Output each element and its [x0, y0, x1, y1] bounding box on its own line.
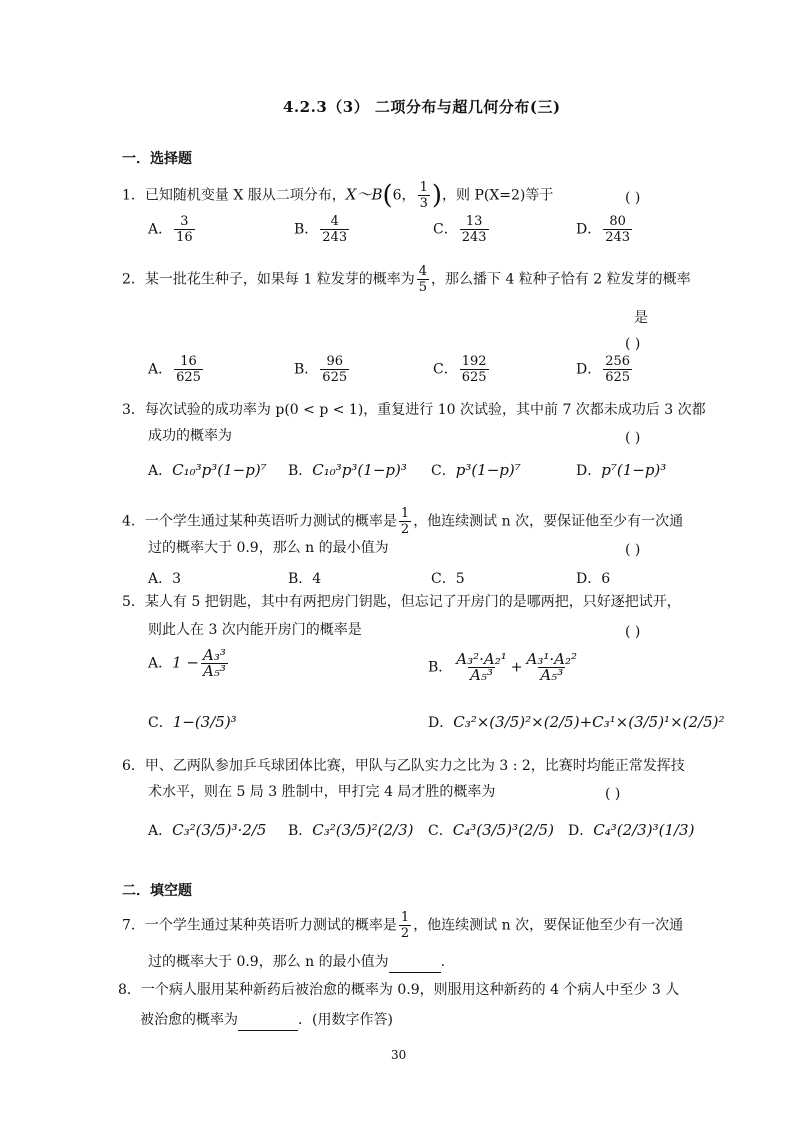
- q1-option-b[interactable]: B． $\frac{4}{243}$: [294, 214, 348, 245]
- q4-answer-paren: ( ): [625, 542, 641, 558]
- question-7-line2: 过的概率大于 0.9，那么 n 的最小值为 .: [148, 952, 445, 973]
- q2-option-b[interactable]: B． $\frac{96}{625}$: [294, 354, 348, 385]
- q4-option-a[interactable]: A．3: [148, 571, 182, 587]
- section-fill-heading: 二．填空题: [122, 883, 192, 899]
- q4-options: [148, 568, 678, 590]
- question-3-line2: 成功的概率为: [148, 428, 232, 444]
- q3-option-a[interactable]: A．C₁₀³p³(1−p)⁷: [148, 461, 267, 479]
- q2-text: 2．某一批花生种子，如果每 1 粒发芽的概率为: [122, 271, 415, 288]
- q3-option-b[interactable]: B．C₁₀³p³(1−p)³: [288, 461, 407, 479]
- q6-options: [148, 820, 695, 844]
- q2-option-c[interactable]: C． $\frac{192}{625}$: [433, 354, 487, 385]
- q1-text-end: ，则 P(X=2)等于: [442, 187, 554, 204]
- q7-answer-blank[interactable]: [389, 952, 441, 973]
- q2-options: [148, 354, 668, 390]
- q4-option-d[interactable]: D．6: [576, 571, 611, 587]
- question-4-line2: 过的概率大于 0.9，那么 n 的最小值为: [148, 540, 389, 556]
- q5-option-d[interactable]: D．C₃²×(3/5)²×(2/5)+C₃¹×(3/5)¹×(2/5)²: [428, 713, 725, 731]
- q2-option-d[interactable]: D． $\frac{256}{625}$: [576, 354, 631, 385]
- q5-option-a[interactable]: A．1 − $\frac{\text{A₃³}}{\text{A₅³}}$: [148, 646, 226, 680]
- q5-answer-paren: ( ): [625, 624, 641, 640]
- question-3: 3．每次试验的成功率为 p(0 < p < 1)，重复进行 10 次试验，其中前 7 次都未成功后 3 次都: [122, 402, 706, 418]
- q2-text-wrap: 是: [634, 310, 648, 326]
- q6-option-b[interactable]: B．C₃²(3/5)²(2/3): [288, 821, 414, 839]
- q1-dist: X～B: [345, 185, 383, 204]
- q3-option-c[interactable]: C．p³(1−p)⁷: [431, 461, 521, 479]
- q6-option-a[interactable]: A．C₃²(3/5)³·2/5: [148, 821, 267, 839]
- question-8: 8．一个病人服用某种新药后被治愈的概率为 0.9，则服用这种新药的 4 个病人中至少 3 人: [118, 982, 680, 998]
- page-title: 4.2.3（3） 二项分布与超几何分布(三): [283, 98, 561, 116]
- q3-option-d[interactable]: D．p⁷(1−p)³: [576, 461, 667, 479]
- question-6-line2: 术水平，则在 5 局 3 胜制中，甲打完 4 局才胜的概率为: [148, 784, 496, 800]
- q4-option-c[interactable]: C．5: [431, 571, 465, 587]
- question-2: [122, 264, 691, 295]
- section-choice-heading: 一．选择题: [122, 151, 192, 167]
- q6-option-c[interactable]: C．C₄³(3/5)³(2/5): [428, 821, 554, 839]
- q5-option-b[interactable]: B． $\frac{\text{A₃²·A₂¹}}{\text{A₅³}}$ + $\frac{\text{A₃¹·A₂²}}{\text{A₅³}}$: [428, 650, 578, 684]
- question-7: 7．一个学生通过某种英语听力测试的概率是 $\frac{1}{2}$ ，他连续测试 n 次，要保证他至少有一次通: [122, 910, 684, 941]
- q1-option-d[interactable]: D． $\frac{80}{243}$: [576, 214, 631, 245]
- q2-option-a[interactable]: A． $\frac{16}{625}$: [148, 354, 201, 385]
- q7-prob: $\frac{1}{2}$: [400, 910, 410, 941]
- q6-answer-paren: ( ): [605, 786, 621, 802]
- q4-option-b[interactable]: B．4: [288, 571, 322, 587]
- q6-option-d[interactable]: D．C₄³(2/3)³(1/3): [568, 821, 695, 839]
- q1-text: 1．已知随机变量 X 服从二项分布，: [122, 187, 346, 204]
- question-4: 4．一个学生通过某种英语听力测试的概率是 $\frac{1}{2}$ ，他连续测试 n 次，要保证他至少有一次通: [122, 506, 684, 537]
- question-8-line2: 被治愈的概率为 ．(用数字作答): [140, 1010, 393, 1031]
- q4-prob: $\frac{1}{2}$: [400, 506, 410, 537]
- q1-param-p: $\frac{1}{3}$: [419, 180, 428, 211]
- q1-option-a[interactable]: A． $\frac{3}{16}$: [148, 214, 193, 245]
- q1-param-n: 6，: [392, 187, 416, 204]
- question-5: 5．某人有 5 把钥匙，其中有两把房门钥匙，但忘记了开房门的是哪两把，只好逐把试开，: [122, 594, 681, 610]
- q1-options: [148, 214, 668, 250]
- question-5-line2: 则此人在 3 次内能开房门的概率是: [148, 622, 362, 638]
- q1-answer-paren: ( ): [625, 190, 641, 206]
- question-6: 6．甲、乙两队参加乒乓球团体比赛，甲队与乙队实力之比为 3 : 2，比赛时均能正常发挥技: [122, 758, 685, 774]
- q5-option-c[interactable]: C．1−(3/5)³: [148, 713, 237, 731]
- q2-prob: $\frac{4}{5}$: [418, 264, 427, 295]
- question-1: 1．已知随机变量 X 服从二项分布，X～B(6， $\frac{1}{3}$ )，则 P(X=2)等于: [122, 180, 554, 211]
- q8-answer-blank[interactable]: [238, 1010, 298, 1031]
- q3-options: [148, 460, 678, 484]
- q3-answer-paren: ( ): [625, 430, 641, 446]
- q1-option-c[interactable]: C． $\frac{13}{243}$: [433, 214, 487, 245]
- q2-text-end: ，那么播下 4 粒种子恰有 2 粒发芽的概率: [431, 271, 691, 288]
- q2-answer-paren: ( ): [625, 336, 641, 352]
- page-number: 30: [391, 1048, 407, 1062]
